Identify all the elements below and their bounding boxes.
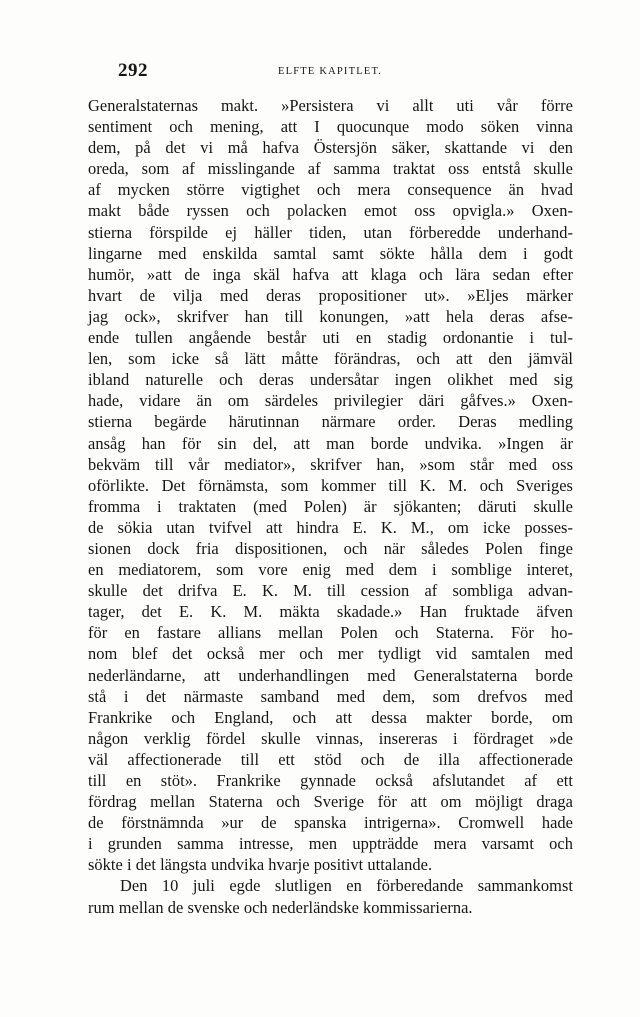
text-line: oreda, som af misslingande af samma traktat oss entstå skulle bbox=[88, 159, 573, 179]
text-line: stierna förspilde ej häller tiden, utan förberedde underhand- bbox=[88, 222, 573, 242]
text-line: sionen dock fria dispositionen, och när således Polen finge bbox=[88, 538, 573, 558]
text-line: en mediatorem, som vore enig med dem i somblige interet, bbox=[88, 560, 573, 580]
text-line: ende tullen angående består uti en stadig ordonantie i tul- bbox=[88, 328, 573, 348]
text-line: hvart de vilja med deras propositioner ut». »Eljes märker bbox=[88, 285, 573, 305]
running-head: ELFTE KAPITLET. bbox=[278, 66, 383, 77]
page-number: 292 bbox=[118, 60, 148, 81]
text-line: hade, vidare än om särdeles privilegier däri gåfves.» Oxen- bbox=[88, 391, 573, 411]
text-line: rum mellan de svenske och nederländske kommissarierna. bbox=[88, 897, 473, 917]
text-line: tager, det E. K. M. mäkta skadade.» Han fruktade äfven bbox=[88, 602, 573, 622]
text-line: oförlikte. Det förnämsta, som kommer till K. M. och Sveriges bbox=[88, 475, 573, 495]
text-line: len, som icke så lätt måtte förändras, och att den jämväl bbox=[88, 349, 573, 369]
text-line: sökte i det längsta undvika hvarje positivt uttalande. bbox=[88, 855, 433, 875]
text-line: fromma i traktaten (med Polen) är sjökanten; däruti skulle bbox=[88, 496, 573, 516]
text-line: Frankrike och England, och att dessa makter borde, om bbox=[88, 707, 573, 727]
text-line: väl affectionerade till ett stöd och de illa affectionerade bbox=[88, 749, 573, 769]
text-line: jag ock», skrifver han till konungen, »att hela deras afse- bbox=[88, 306, 573, 326]
text-line: de sökia utan tvifvel att hindra E. K. M., om icke posses- bbox=[88, 517, 573, 537]
text-line: i grunden samma intresse, men uppträdde mera varsamt och bbox=[88, 834, 573, 854]
text-line: stierna begärde härutinnan närmare order. Deras medling bbox=[88, 412, 573, 432]
text-line: stå i det närmaste samband med dem, som drefvos med bbox=[88, 686, 573, 706]
body-text bbox=[88, 95, 573, 918]
text-line: sentiment och mening, att I quocunque modo söken vinna bbox=[88, 117, 573, 137]
text-line: någon verklig fördel skulle vinnas, insereras i fördraget »de bbox=[88, 728, 573, 748]
text-line: af mycken större vigtighet och mera consequence än hvad bbox=[88, 180, 573, 200]
text-line: Den 10 juli egde slutligen en förberedande sammankomst bbox=[120, 876, 573, 896]
text-line: makt både ryssen och polacken emot oss opvigla.» Oxen- bbox=[88, 201, 573, 221]
text-line: för en fastare allians mellan Polen och Staterna. För ho- bbox=[88, 623, 573, 643]
text-line: till en stöt». Frankrike gynnade också afslutandet af ett bbox=[88, 771, 573, 790]
text-line: ansåg han för sin del, att man borde undvika. »Ingen är bbox=[88, 433, 573, 453]
text-line: Generalstaternas makt. »Persistera vi allt uti vår förre bbox=[88, 96, 573, 115]
text-line: dem, på det vi må hafva Östersjön säker, skattande vi den bbox=[88, 138, 573, 158]
text-line: humör, »att de inga skäl hafva att klaga och lära sedan efter bbox=[88, 264, 573, 284]
text-line: lingarne med enskilda samtal samt sökte hålla dem i godt bbox=[88, 243, 573, 263]
text-line: ibland naturelle och deras undersåtar ingen olikhet med sig bbox=[88, 370, 573, 390]
page-header bbox=[88, 60, 573, 84]
text-line: fördrag mellan Staterna och Sverige för att om möjligt draga bbox=[88, 792, 573, 812]
text-line: de förstnämnda »ur de spanska intrigerna». Cromwell hade bbox=[88, 813, 573, 833]
text-line: bekväm till vår mediator», skrifver han, »som står med oss bbox=[88, 454, 573, 474]
text-line: nederländarne, att underhandlingen med Generalstaterna borde bbox=[88, 665, 573, 685]
text-line: skulle det drifva E. K. M. till cession af sombliga advan- bbox=[88, 581, 573, 601]
text-line: nom blef det också mer och mer tydligt vid samtalen med bbox=[88, 644, 573, 664]
